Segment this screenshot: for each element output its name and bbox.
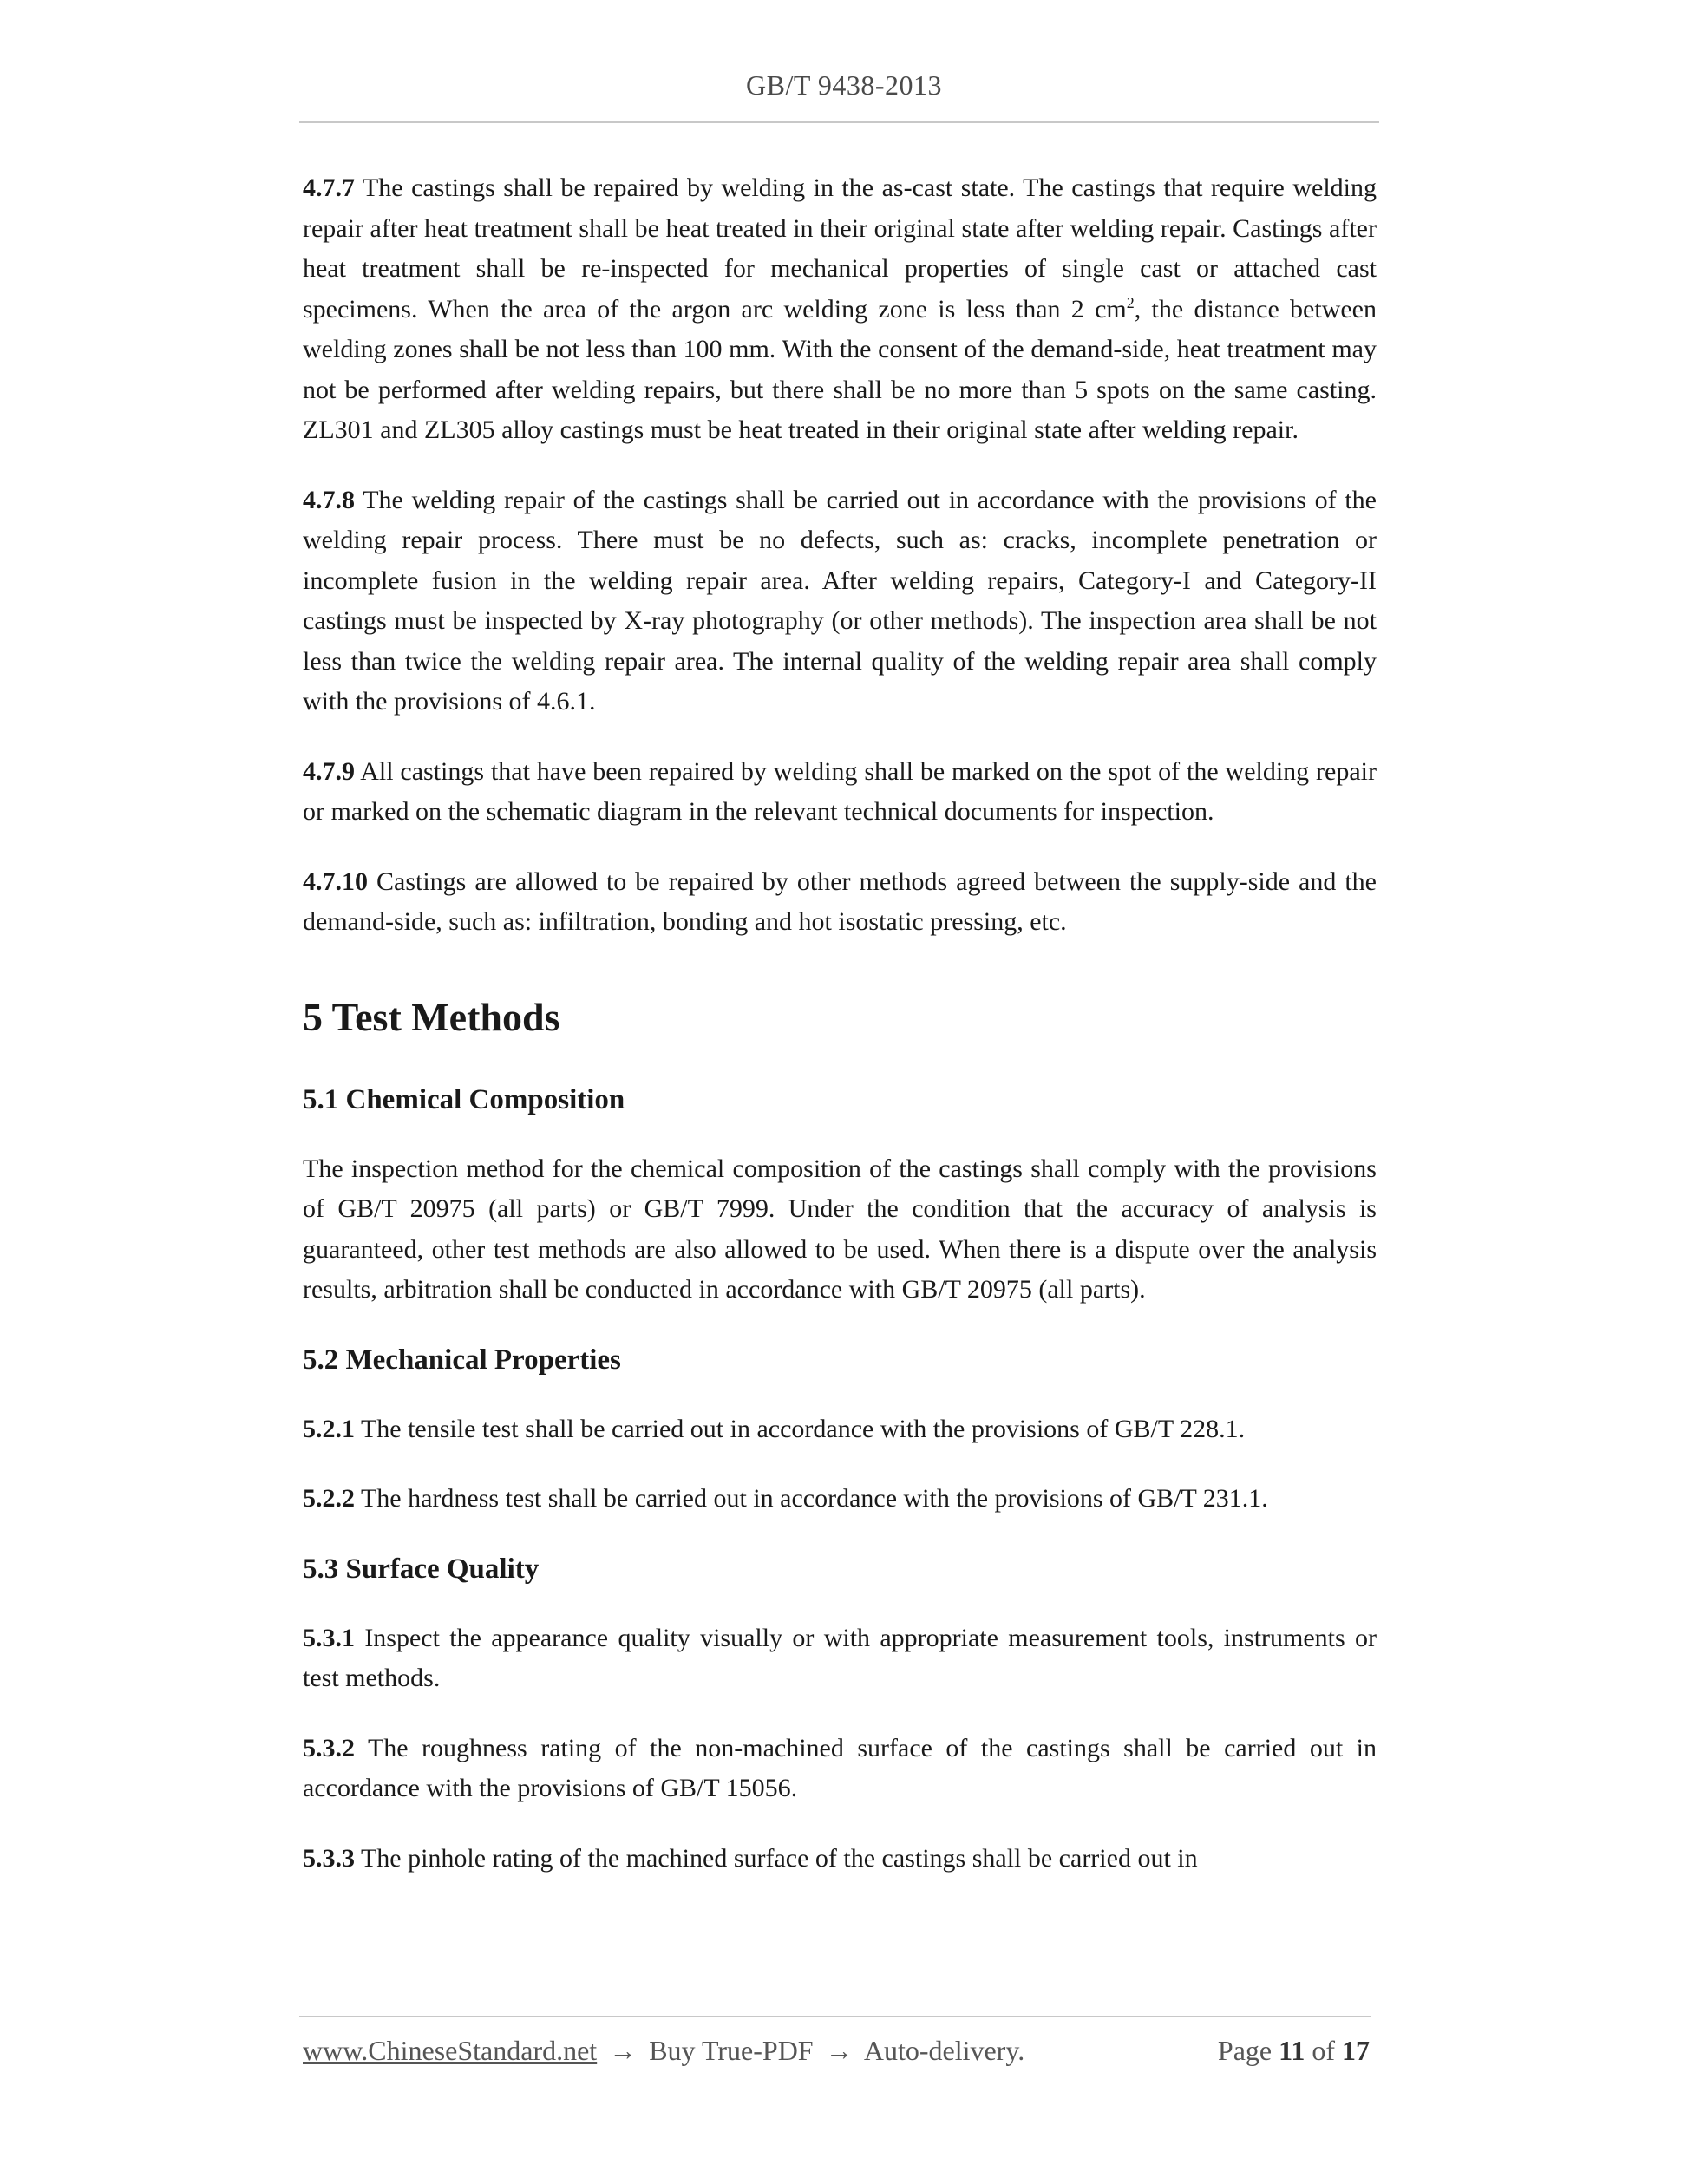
header-divider	[299, 121, 1379, 123]
arrow-right-icon: →	[609, 2035, 638, 2066]
clause-text: The hardness test shall be carried out in accordance with the provisions of GB/T 231.1.	[355, 1484, 1268, 1513]
page-label: Page	[1217, 2035, 1273, 2066]
page-current: 11	[1279, 2035, 1305, 2066]
page-total: 17	[1342, 2035, 1370, 2066]
clause-text: Inspect the appearance quality visually or with appropriate measurement tools, instruments or test methods.	[303, 1623, 1377, 1692]
clause-text: The welding repair of the castings shall be carried out in accordance with the provisions of the welding repair process. There must be no defects, such as: cracks, incomplete penetration or incomplete fusion in the welding repair area. After welding repairs, Category-I and Category-II castings must be inspected by X-ray photography (or other methods). The inspection area shall be not less than twice the welding repair area. The internal quality of the welding repair area shall comply with the provisions of 4.6.1.	[303, 485, 1377, 716]
clause-text: The castings shall be repaired by welding in the as-cast state. The castings that require welding repair after heat treatment shall be heat treated in their original state after welding repair. Castings after heat treatment shall be re-inspected for mechanical properties of single cast or attached cast specimens. When the area of the argon arc welding zone is less than 2 cm	[303, 173, 1377, 324]
clause-number: 4.7.7	[303, 173, 355, 202]
clause-5-3-1	[303, 1618, 1377, 1699]
clause-number: 5.2.1	[303, 1414, 355, 1443]
document-body	[303, 168, 1377, 1908]
superscript: 2	[1126, 293, 1135, 311]
clause-4-7-9	[303, 752, 1377, 833]
clause-text: The roughness rating of the non-machined surface of the castings shall be carried out in accordance with the provisions of GB/T 15056.	[303, 1733, 1377, 1802]
subsection-heading-5-3: 5.3 Surface Quality	[303, 1553, 540, 1585]
clause-4-7-7	[303, 168, 1377, 451]
clause-number: 4.7.9	[303, 756, 355, 786]
clause-text: Castings are allowed to be repaired by other methods agreed between the supply-side and the demand-side, such as: infiltration, bonding and hot isostatic pressing, etc.	[303, 866, 1377, 936]
footer-promo	[303, 2035, 1024, 2067]
auto-delivery-text: Auto-delivery.	[863, 2035, 1025, 2066]
clause-5-3-3	[303, 1839, 1377, 1880]
subsection-heading-5-2: 5.2 Mechanical Properties	[303, 1344, 621, 1376]
clause-text: The pinhole rating of the machined surface of the castings shall be carried out in	[355, 1843, 1198, 1873]
section-heading-5: 5 Test Methods	[303, 994, 560, 1039]
page-of-label: of	[1312, 2035, 1335, 2066]
clause-number: 5.3.1	[303, 1623, 355, 1652]
clause-number: 4.7.10	[303, 866, 368, 896]
clause-number: 5.3.3	[303, 1843, 355, 1873]
clause-4-7-8	[303, 481, 1377, 723]
page-header-title: GB/T 9438-2013	[746, 69, 942, 101]
clause-number: 5.2.2	[303, 1484, 355, 1513]
clause-text: All castings that have been repaired by welding shall be marked on the spot of the welding repair or marked on the schematic diagram in the relevant technical documents for inspection.	[303, 756, 1377, 826]
clause-number: 5.3.2	[303, 1733, 355, 1762]
paragraph-5-1: The inspection method for the chemical composition of the castings shall comply with the provisions of GB/T 20975 (all parts) or GB/T 7999. Under the condition that the accuracy of analysis is guaranteed, other test methods are also allowed to be used. When there is a dispute over the analysis results, arbitration shall be conducted in accordance with GB/T 20975 (all parts).	[303, 1154, 1377, 1304]
arrow-right-icon: →	[825, 2035, 854, 2066]
page-counter	[1218, 2035, 1370, 2067]
clause-text: The tensile test shall be carried out in accordance with the provisions of GB/T 228.1.	[355, 1414, 1246, 1443]
buy-pdf-text: Buy True-PDF	[649, 2035, 814, 2066]
footer-divider	[299, 2016, 1371, 2017]
clause-5-2-1	[303, 1409, 1377, 1450]
clause-5-3-2	[303, 1729, 1377, 1809]
subsection-heading-5-1: 5.1 Chemical Composition	[303, 1083, 625, 1115]
clause-number: 4.7.8	[303, 485, 355, 514]
website-link[interactable]: www.ChineseStandard.net	[303, 2035, 598, 2066]
clause-4-7-10	[303, 862, 1377, 943]
clause-5-2-2	[303, 1479, 1377, 1520]
clause-text-cont: , the distance between welding zones shall be not less than 100 mm. With the consent of the demand-side, heat treatment may not be performed after welding repairs, but there shall be no more than 5 spots on the same casting. ZL301 and ZL305 alloy castings must be heat treated in their original state after welding repair.	[303, 294, 1377, 444]
